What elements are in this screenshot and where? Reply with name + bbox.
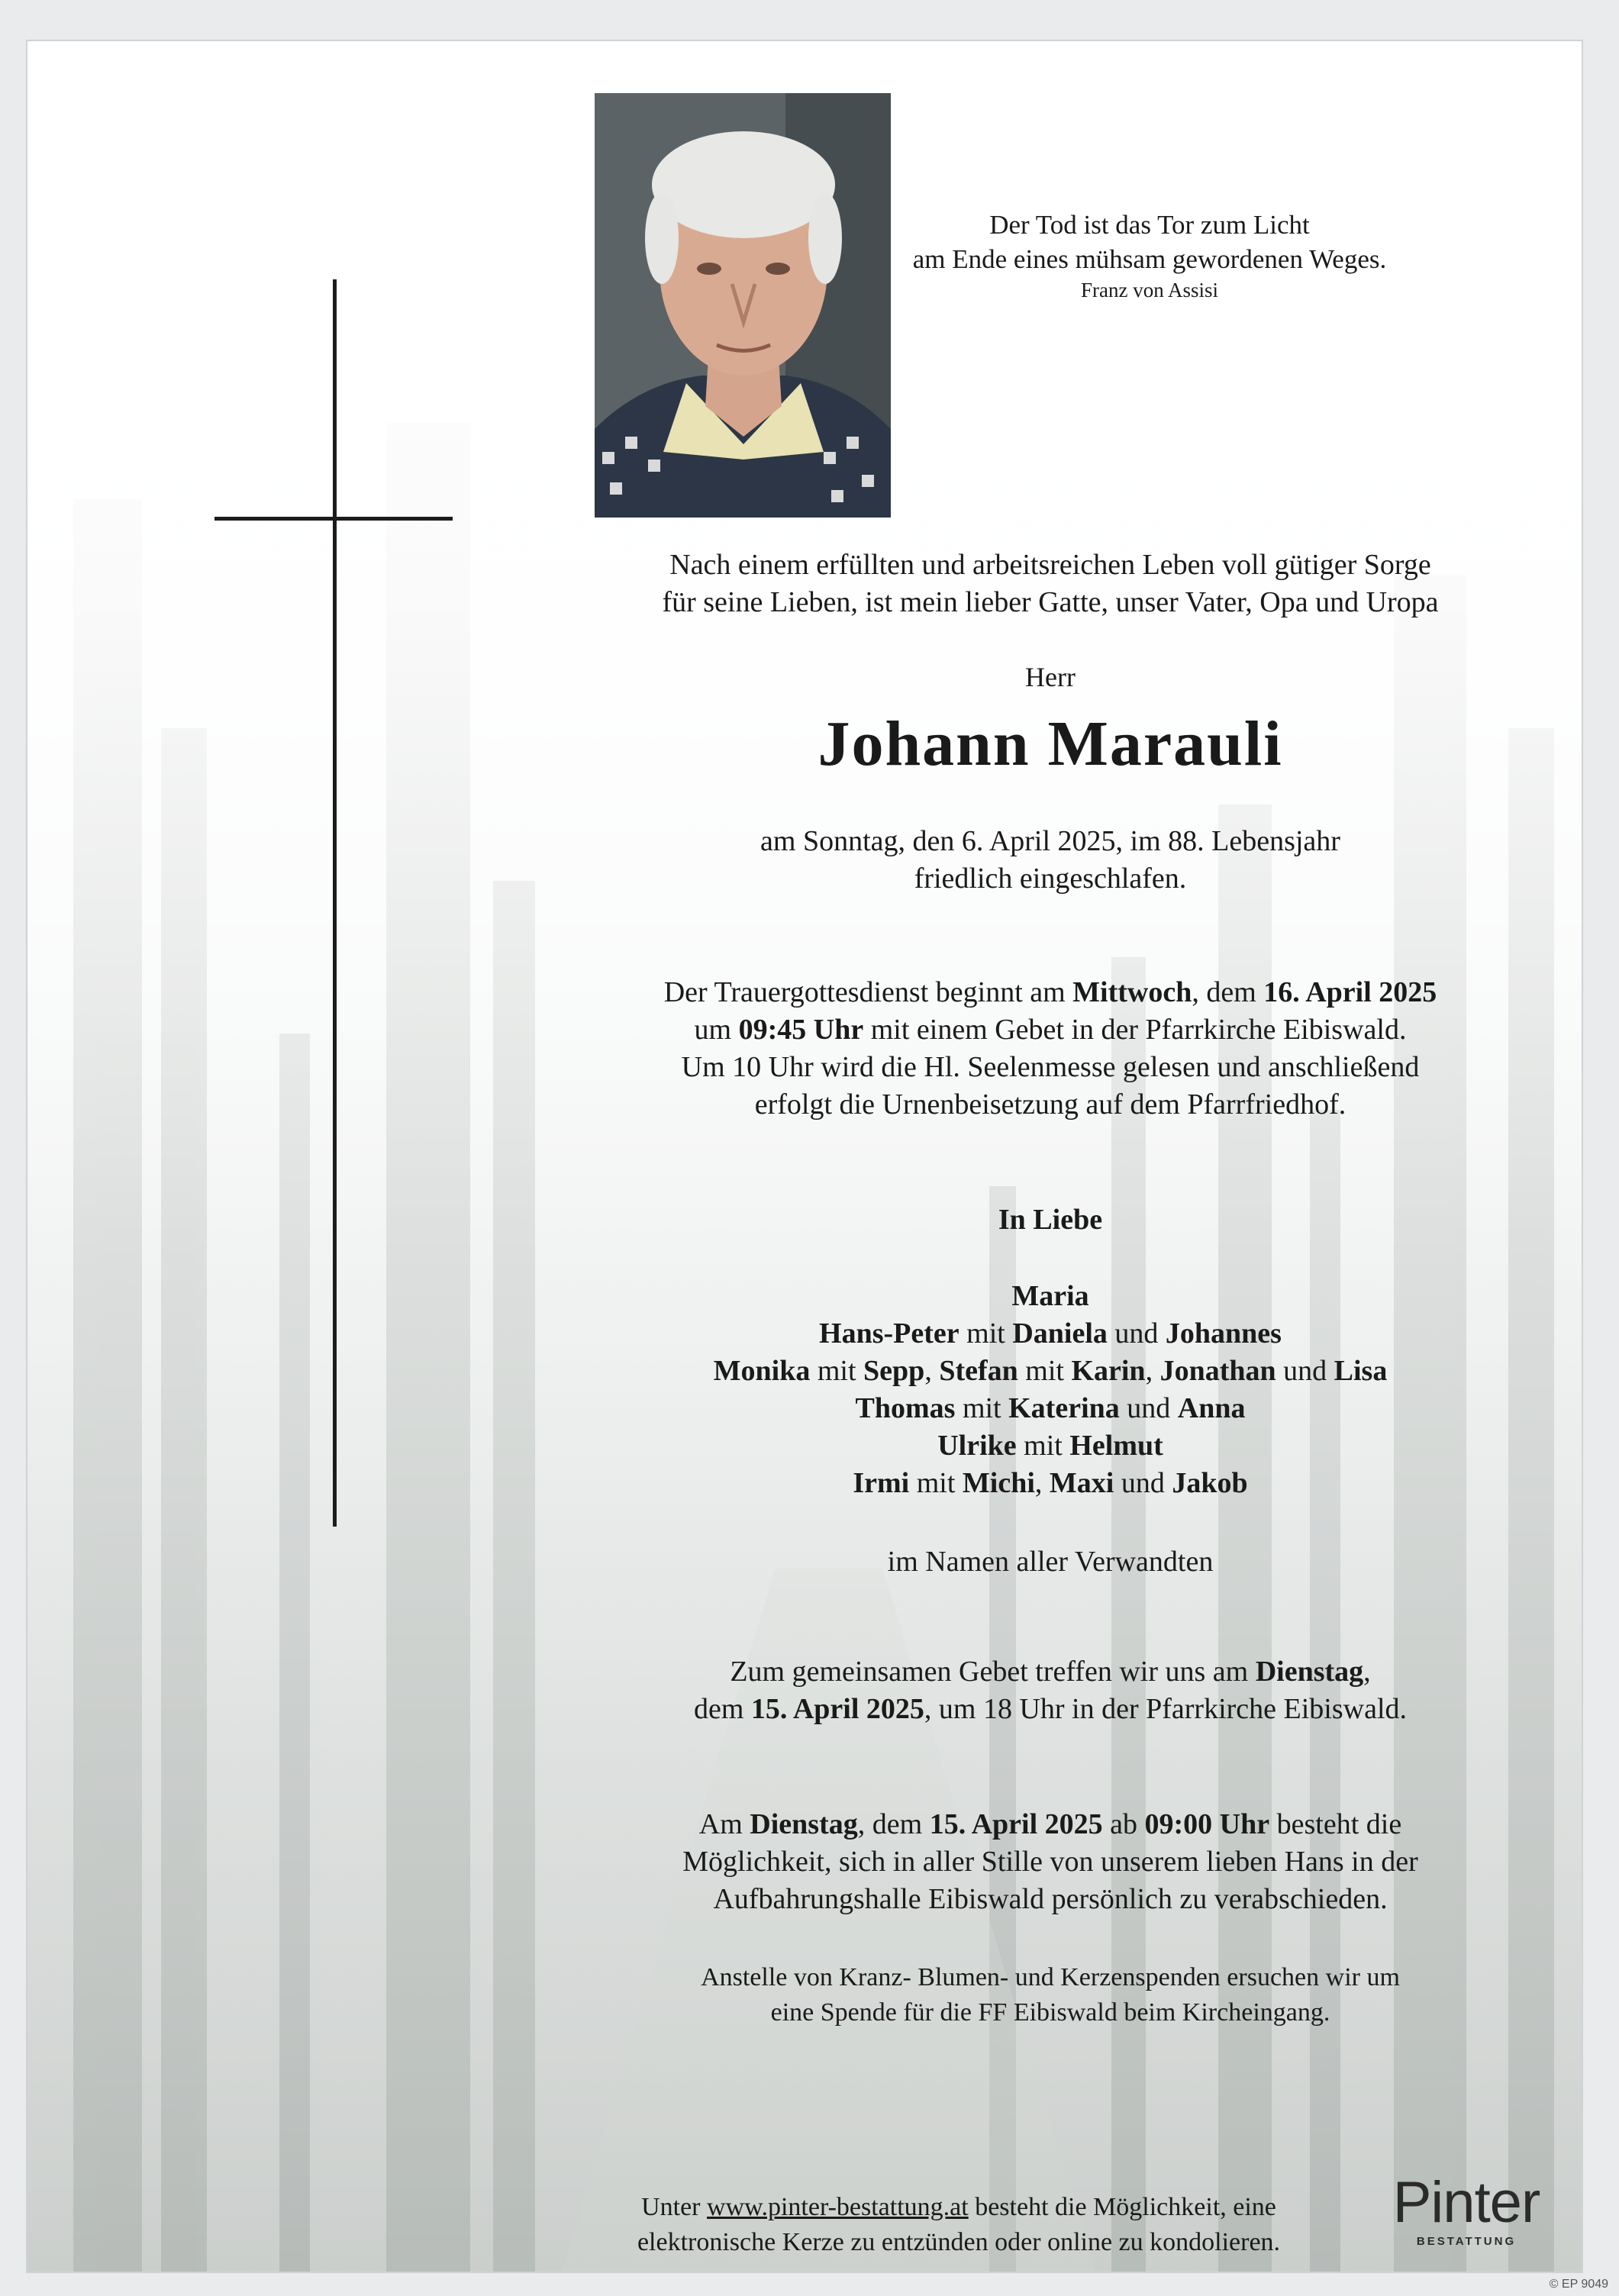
viewing-line: Möglichkeit, sich in aller Stille von unserem lieben Hans in der — [682, 1846, 1418, 1878]
website-link[interactable]: www.pinter-bestattung.at — [707, 2193, 969, 2221]
service-line — [562, 974, 1539, 1011]
text-span: mit — [1016, 1430, 1070, 1462]
text-span: mit — [959, 1317, 1013, 1350]
text-span: 09:00 Uhr — [1144, 1808, 1270, 1840]
text-span: mit — [909, 1467, 963, 1499]
footer-line: elektronische Kerze zu entzünden oder online zu kondolieren. — [637, 2228, 1281, 2256]
text-span: , um 18 Uhr in der Pfarrkirche Eibiswald. — [924, 1693, 1408, 1725]
text-span: Helmut — [1069, 1430, 1163, 1462]
text-span: Ulrike — [937, 1430, 1017, 1462]
viewing-text — [562, 1806, 1539, 1918]
text-span: 09:45 Uhr — [738, 1014, 864, 1046]
text-span: Unter — [641, 2193, 708, 2221]
text-span: ab — [1102, 1808, 1145, 1840]
text-span: Thomas — [855, 1392, 956, 1424]
text-span: 15. April 2025 — [750, 1693, 924, 1725]
text-span: und — [1114, 1467, 1172, 1499]
text-span: 16. April 2025 — [1263, 976, 1437, 1008]
mourner-row — [562, 1427, 1539, 1465]
footer-line — [577, 2190, 1340, 2225]
quote-block — [905, 208, 1394, 304]
text-span: Anna — [1177, 1392, 1246, 1424]
text-span: Am — [698, 1808, 750, 1840]
cross-horizontal-bar — [214, 517, 453, 521]
relatives-line: im Namen aller Verwandten — [887, 1546, 1214, 1578]
text-span: Sepp — [863, 1355, 925, 1387]
prayer-text — [562, 1653, 1539, 1728]
text-span: mit einem Gebet in der Pfarrkirche Eibiswald. — [863, 1014, 1407, 1046]
service-line: Um 10 Uhr wird die Hl. Seelenmesse gelesen und anschließend — [681, 1051, 1420, 1083]
text-span: , — [1363, 1656, 1371, 1688]
mourner-row — [562, 1465, 1539, 1502]
portrait-photo — [595, 93, 891, 518]
service-text — [562, 974, 1539, 1124]
footer-text — [577, 2190, 1340, 2260]
logo-brand: Pinter — [1392, 2170, 1540, 2235]
text-span: Johannes — [1165, 1317, 1282, 1350]
text-span: Daniela — [1012, 1317, 1108, 1350]
mourner-row: Maria — [1011, 1280, 1089, 1312]
prayer-line — [562, 1691, 1539, 1728]
text-span: , dem — [857, 1808, 930, 1840]
donation-line: eine Spende für die FF Eibiswald beim Kircheingang. — [770, 1998, 1330, 2027]
text-span: um — [694, 1014, 739, 1046]
mourner-row — [562, 1353, 1539, 1390]
death-line: friedlich eingeschlafen. — [914, 863, 1187, 895]
text-span: Maxi — [1049, 1467, 1114, 1499]
intro-line: Nach einem erfüllten und arbeitsreichen Leben voll gütiger Sorge — [669, 549, 1431, 581]
intro-text — [562, 547, 1539, 621]
text-span: Monika — [713, 1355, 811, 1387]
text-span: Dienstag — [1255, 1656, 1364, 1688]
death-text — [562, 823, 1539, 898]
text-span: Hans-Peter — [819, 1317, 959, 1350]
prayer-line — [562, 1653, 1539, 1691]
text-span: Jonathan — [1159, 1355, 1276, 1387]
print-code: © EP 9049 — [1549, 2278, 1608, 2291]
cross-vertical-bar — [333, 279, 337, 1527]
text-span: Zum gemeinsamen Gebet treffen wir uns am — [730, 1656, 1256, 1688]
text-span: Irmi — [853, 1467, 910, 1499]
logo-subtitle: BESTATTUNG — [1416, 2235, 1517, 2248]
text-span: und — [1276, 1355, 1334, 1387]
service-line — [562, 1011, 1539, 1049]
text-span: , — [1145, 1355, 1160, 1387]
text-span: Jakob — [1172, 1467, 1248, 1499]
text-span: Katerina — [1008, 1392, 1120, 1424]
donation-line: Anstelle von Kranz- Blumen- und Kerzenspenden ersuchen wir um — [701, 1963, 1400, 1991]
text-span: besteht die — [1269, 1808, 1402, 1840]
text-span: mit — [955, 1392, 1009, 1424]
text-span: 15. April 2025 — [929, 1808, 1103, 1840]
mourners-heading: In Liebe — [998, 1204, 1103, 1236]
donation-text — [562, 1960, 1539, 2030]
text-span: Karin — [1071, 1355, 1146, 1387]
viewing-line — [562, 1806, 1539, 1843]
text-span: dem — [693, 1693, 751, 1725]
text-span: , — [924, 1355, 940, 1387]
obituary-sheet — [26, 40, 1583, 2273]
text-span: und — [1107, 1317, 1166, 1350]
text-span: Lisa — [1334, 1355, 1388, 1387]
text-span: , — [1034, 1467, 1050, 1499]
text-span: Dienstag — [750, 1808, 858, 1840]
text-span: mit — [810, 1355, 864, 1387]
mourners-list — [562, 1278, 1539, 1502]
text-span: Stefan — [939, 1355, 1018, 1387]
intro-line: für seine Lieben, ist mein lieber Gatte, unser Vater, Opa und Uropa — [662, 586, 1439, 618]
text-span: Michi — [962, 1467, 1035, 1499]
mourner-row — [562, 1390, 1539, 1427]
text-span: , dem — [1192, 976, 1264, 1008]
quote-author: Franz von Assisi — [1080, 279, 1218, 302]
service-line: erfolgt die Urnenbeisetzung auf dem Pfarrfriedhof. — [754, 1088, 1346, 1121]
honorific: Herr — [1025, 662, 1076, 692]
pinter-logo — [1379, 2172, 1554, 2248]
text-span: Mittwoch — [1072, 976, 1192, 1008]
text-span: Der Trauergottesdienst beginnt am — [663, 976, 1073, 1008]
text-span: und — [1119, 1392, 1178, 1424]
quote-line: Der Tod ist das Tor zum Licht — [989, 210, 1310, 240]
text-span: besteht die Möglichkeit, eine — [968, 2193, 1276, 2221]
quote-line: am Ende eines mühsam gewordenen Weges. — [912, 244, 1387, 274]
deceased-name: Johann Marauli — [818, 708, 1283, 779]
death-line: am Sonntag, den 6. April 2025, im 88. Lebensjahr — [760, 825, 1340, 857]
mourner-row — [562, 1315, 1539, 1353]
text-span: mit — [1018, 1355, 1072, 1387]
viewing-line: Aufbahrungshalle Eibiswald persönlich zu verabschieden. — [713, 1883, 1388, 1915]
